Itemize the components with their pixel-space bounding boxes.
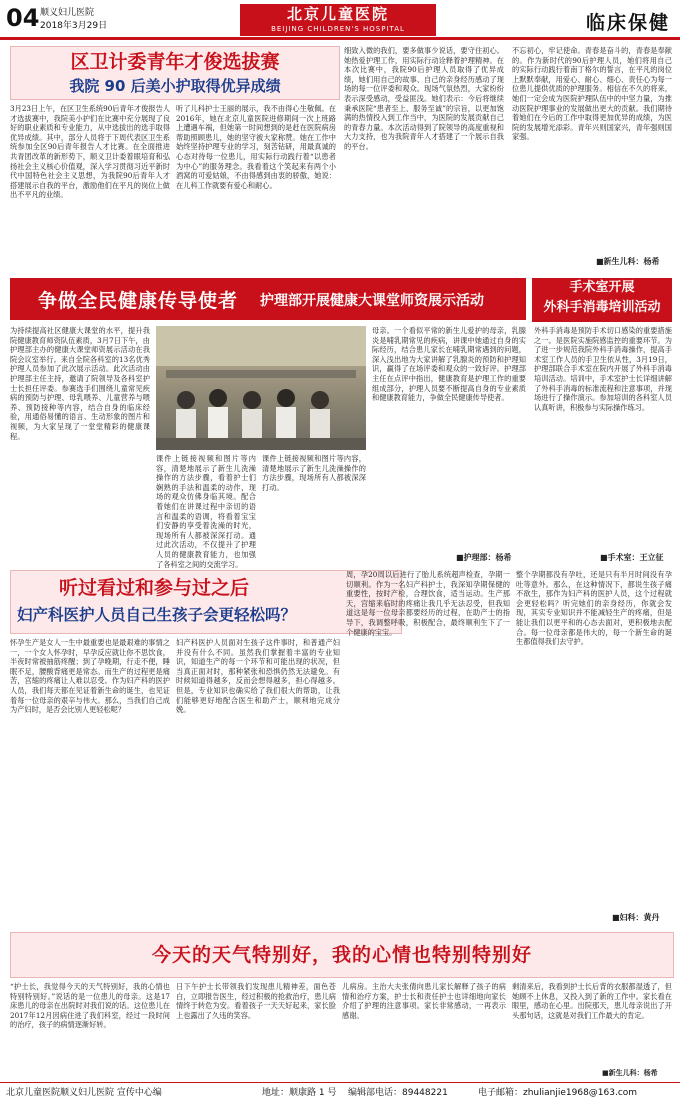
article4-col2: 妇产科医护人员面对生孩子这件事时，和普通产妇并没有什么不同。虽然我们掌握着丰富的专业知识，知道生产的每一个环节和可能出现的状况，但当真正面对时，那种紧张和恐惧仍然无法避免。有时候知道得越多，反而会想得越多，担心得越多。但是，专业知识也确实给了我们很大的帮助，让我们能够更好地配合医生和助产士，顺利地完成分娩。: [176, 638, 340, 715]
logo-chinese: 北京儿童医院: [286, 5, 389, 23]
article2-subtitle: 护理部开展健康大课堂师资展示活动: [260, 293, 484, 309]
article2-col3: 母亲。一个看似平常的新生儿爱护的母亲，乳腺炎是哺乳期常见的疾病，讲课中她通过自身的实际经历，结合患儿家长在哺乳期常遇到的问题，深入浅出地为大家讲解了乳腺炎的预防和护理知识，赢得了在场评委和观众的一致好评。护理部主任在点评中指出，健康教育是护理工作的重要组成部分，护理人员要不断提高自身的专业素质和健康教育能力，争做全民健康传导使者。: [372, 326, 526, 403]
page-number: 04: [6, 4, 40, 32]
article2-col2b: 课件上链接视频和图片等内容，清楚地展示了新生儿洗澡操作的方法步骤，现场所有人都被深深打动。: [262, 454, 366, 492]
article3-headline: [532, 278, 672, 322]
footer-email: 电子邮箱：zhulianjie1968@163.com: [478, 1088, 638, 1098]
article1-col3: 细致入微的我们，要多做事少说话，要守住初心。她热爱护理工作，用实际行动诠释着护理精神。在本次比赛中，我院90后护理人员取得了优异成绩，她们用自己的故事、自己的亲身经历感动了现场的每一位评委和观众。现场气氛热烈，大家纷纷表示深受感动，受益匪浅。她们表示：今后将继续秉承医院“患者至上、服务至诚”的宗旨，以更加饱满的热情投入到工作当中，为医院的发展贡献自己的青春力量。本次活动得到了院领导的高度重视和大力支持，也为我院青年人才搭建了一个展示自我的平台。: [344, 46, 504, 151]
article1-subtitle: 我院 90 后美小护取得优异成绩: [69, 77, 281, 95]
article3-body: 外科手消毒是预防手术切口感染的重要措施之一。是医院实施院感监控的重要环节。为了进一步规范我院外科手消毒操作，提高手术室工作人员的手卫生依从性，3月19日，护理部联合手术室在院内开展了外科手消毒培训活动。培训中，手术室护士长详细讲解了外科手消毒的标准流程和注意事项，并现场进行了操作演示。参加培训的各科室人员认真听讲，积极参与实际操作练习。: [534, 326, 672, 412]
article4-subtitle: 妇产科医护人员自己生孩子会更轻松吗？: [17, 606, 297, 624]
header-divider: [0, 37, 680, 40]
article2-author: ■护理部：杨希: [456, 553, 512, 562]
page-footer: [0, 1082, 680, 1103]
article4-col4: 整个孕期都没有孕吐，还是只有半月时间没有孕吐等意外。那么，在这种情况下，都说生孩子痛不欲生，那作为妇产科的医护人员，这个过程就会更轻松吗？听完她们的亲身经历，你就会发现，其实专业知识并不能减轻生产的疼痛，但是能让我们以更平和的心态去面对，更积极地去配合。每一位母亲都是伟大的，每一个新生命的诞生都值得我们去守护。: [516, 570, 672, 647]
article1-author: ■新生儿科：杨希: [596, 257, 660, 266]
lecture-photo: [156, 326, 366, 450]
article1-headline: [10, 46, 340, 100]
article3-title-line2: 外科手消毒培训活动: [543, 300, 661, 315]
article4-col1: 怀孕生产是女人一生中最重要也是最艰难的事情之一，一个女人怀孕时，早孕反应就让你不思饮食，半夜时常被抽筋疼醒；到了孕晚期，行走不便，睡眠不足，腰酸背痛更是常态。而生产的过程更是痛苦，宫缩的疼痛让人难以忍受。作为妇产科的医护人员，我们每天都在见证着新生命的诞生，也见证着每一位母亲的艰辛与伟大。那么，当我们自己成为产妇时，是否会比别人更轻松呢？: [10, 638, 170, 715]
article5-col4: 剩清来后，我看到护士长后背的衣服都湿透了，但她顾不上休息，又投入到了新的工作中。家长看在眼里，感动在心里。出院那天，患儿母亲说出了开头那句话，这就是对我们工作最大的肯定。: [512, 982, 672, 1020]
article5-title: 今天的天气特别好，我的心情也特别特别好: [151, 944, 532, 966]
article5-author: ■新生儿科：杨希: [602, 1069, 658, 1077]
article5-headline: [10, 932, 674, 978]
footer-publisher: 北京儿童医院顺义妇儿医院 宣传中心编: [6, 1088, 162, 1098]
article2-col2: 课件上链接视频和图片等内容，清楚地展示了新生儿洗澡操作的方法步骤，看着护士们娴熟的手法和温柔的动作，现场的观众仿佛身临其境。配合着她们在讲课过程中亲切的语言和温柔的语调，将看着宝宝们安静的享受着洗澡的时光，现场所有人都被深深打动。通过此次活动，不仅提升了护理人员的健康教育能力，也加强了各科室之间的交流学习。: [156, 454, 256, 569]
article1-col2: 听了儿科护士王丽的展示，我不由得心生敬佩。在2016年，她在北京儿童医院进修期间一次上班路上遭遇车祸，但她第一时间想到的是赶在医院病房帮助照顾患儿，她的坚守被大家称赞。她在工作中始终坚持护理专业的学习，刻苦钻研，用最真诚的心态对待每一位患儿，用实际行动践行着“以患者为中心”的服务理念。我看着这个笑起来有两个小酒窝的可爱姑娘，不由得感到由衷的骄傲，她说：在儿科工作就要有爱心和耐心。: [176, 104, 336, 190]
article4-title: 听过看过和参与过之后: [59, 577, 250, 599]
footer-address: 地址：顺康路 1 号: [262, 1088, 337, 1098]
issue-date: 2018年3月29日: [40, 21, 108, 31]
lecture-photo-illustration: [156, 326, 366, 450]
article4-headline: [10, 570, 402, 634]
section-title: 临床保健: [585, 12, 670, 34]
article5-col1: “护士长，我觉得今天的天气特别好，我的心情也特别特别好。”说话的是一位患儿的母亲。这是17床患儿的母亲在出院时对我们说的话。这位患儿在2017年12月因病住进了我们科室，经过一段时间的治疗，孩子的病情逐渐好转。: [10, 982, 170, 1030]
article2-title: 争做全民健康传导使者: [38, 290, 239, 312]
article2-col1: 为持续提高社区健康大课堂的水平，提升我院健康教育师资队伍素质，3月7日下午，由护理部主办的健康大课堂师资展示活动在我院会议室举行。来自全院各科室的13名优秀护理人员参加了此次展示活动。此次活动由护理部主任主持，邀请了院领导及各科室护士长担任评委。参赛选手们围绕儿童常见疾病的预防与护理、母乳喂养、儿童营养与喂养、预防接种等内容，结合自身的临床经验，用通俗易懂的语言、生动形象的图片和视频，为大家呈现了一堂堂精彩的健康课程。: [10, 326, 150, 441]
article3-author: ■手术室：王立征: [600, 553, 664, 562]
footer-phone: 编辑部电话：89448221: [348, 1088, 448, 1098]
article1-title: 区卫计委青年才俊选拔赛: [70, 51, 280, 73]
article1-col4: 不忘初心，牢记使命。青春是奋斗的，青春是奉献的。作为新时代的90后护理人员，她们将用自己的实际行动践行着南丁格尔的誓言，在平凡的岗位上默默奉献，用爱心、耐心、细心、责任心为每一位患儿提供优质的护理服务。相信在不久的将来，她们一定会成为医院护理队伍中的中坚力量，为推动医院护理事业的发展做出更大的贡献。我们期待着她们在今后的工作中取得更加优异的成绩，为医院的发展增光添彩。青年兴则国家兴，青年强则国家强。: [512, 46, 672, 142]
article1-col1: 3月23日上午，在区卫生系统90后青年才俊报告人才选拔赛中，我院美小护们在比赛中充分展现了良好的职业素质和专业能力，从中选拔出的选手取得优异成绩。其中，部分人员将于下周代表区卫生系统参加全区90后青年报告人才比赛。在全面推进共青团改革的新形势下，顺义卫计委着眼培育和弘扬社会主义核心价值观，深入学习贯彻习近平新时代中国特色社会主义思想，为我院90后青年人才搭建展示自我的平台，激励他们在平凡的岗位上做出不平凡的业绩。: [10, 104, 170, 200]
article5-col2: 日下午护士长带领我们发现患儿精神差，面色苍白，立即报告医生，经过积极的抢救治疗，患儿病情终于转危为安。看着孩子一天天好起来，家长脸上也露出了久违的笑容。: [176, 982, 336, 1020]
article5-col3: 儿病房。主治大夫张倩向患儿家长解释了孩子的病情和治疗方案，护士长和责任护士也详细地向家长介绍了护理的注意事项。家长非常感动，一再表示感谢。: [342, 982, 506, 1020]
article3-title-line1: 手术室开展: [569, 280, 635, 295]
article4-col3: 周，孕20周以后进行了胎儿系统超声检查，孕期一切顺利。作为一名妇产科护士，我深知孕期保健的重要性，按时产检，合理饮食，适当运动。生产那天，宫缩来临时的疼痛让我几乎无法忍受，但我知道这是每一位母亲都要经历的过程，在助产士的指导下，我调整呼吸，积极配合，最终顺利生下了一个健康的宝宝。: [346, 570, 510, 637]
article2-headline: [10, 278, 526, 320]
article4-author: ■妇科：黄丹: [612, 913, 660, 922]
logo-english: BEIJING CHILDREN'S HOSPITAL: [271, 25, 405, 33]
paper-name: 顺义妇儿医院: [40, 8, 95, 18]
hospital-logo: [240, 4, 436, 36]
